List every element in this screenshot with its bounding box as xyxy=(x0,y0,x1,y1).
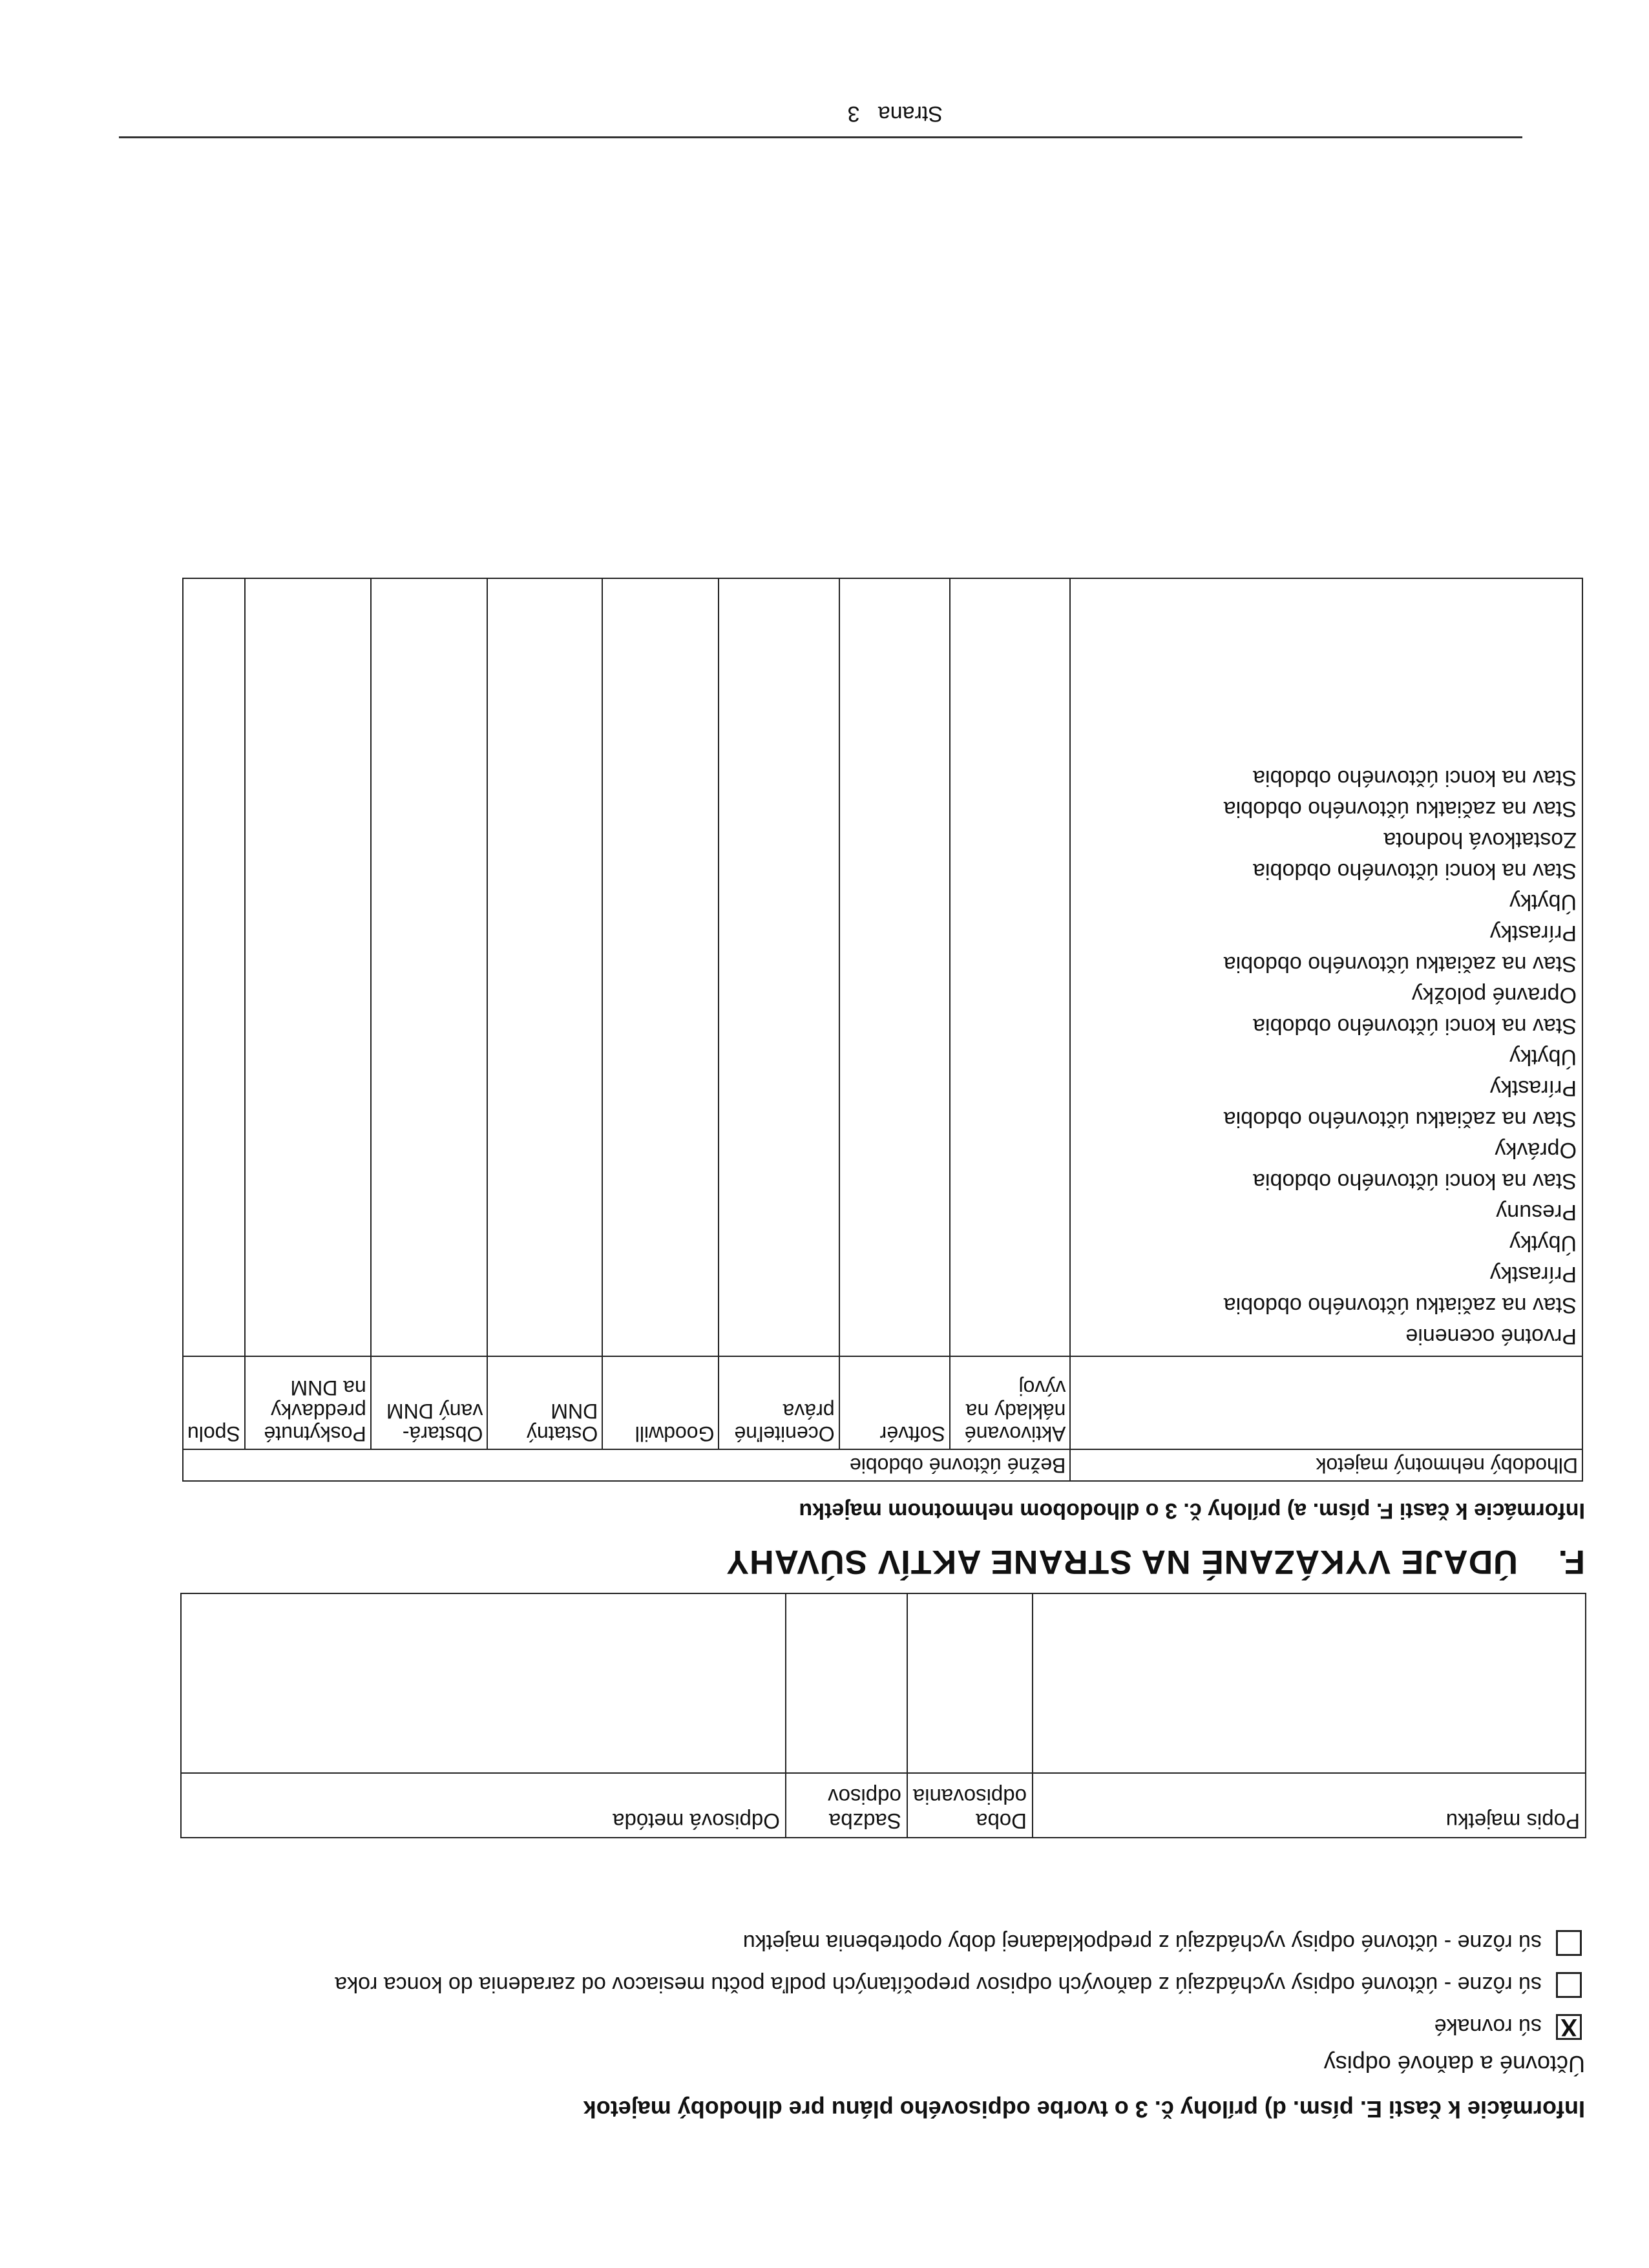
col-depreciation-method: Odpisová metóda xyxy=(181,1773,786,1838)
col-total: Spolu xyxy=(183,1356,245,1449)
option-same-label: sú rovnaké xyxy=(1434,2014,1542,2039)
footer-rule xyxy=(119,136,1522,138)
row-label: Úbytky xyxy=(1509,889,1577,914)
page-label: Strana xyxy=(877,101,943,126)
row-label: Stav na konci účtovného obdobia xyxy=(1253,1168,1577,1193)
section-f-title: F. ÚDAJE VYKÁZANÉ NA STRANE AKTÍV SÚVAHY xyxy=(726,1543,1585,1580)
col-depreciation-period: Doba odpisovania xyxy=(907,1773,1033,1838)
row-label: Stav na začiatku účtovného obdobia xyxy=(1223,796,1577,821)
table-cell xyxy=(950,578,1070,1356)
section-f-subheading: Informácie k časti F. písm. a) prílohy č. 3 o dlhodobom nehmotnom majetku xyxy=(799,1498,1585,1523)
row-label: Prvotné ocenenie xyxy=(1405,1323,1577,1349)
option-wear-checkbox[interactable] xyxy=(1556,1930,1582,1956)
col-acquired-intangibles: Obstará- vaný DNM xyxy=(371,1356,488,1449)
page-number: 3 xyxy=(847,101,860,126)
col-software: Softvér xyxy=(839,1356,950,1449)
period-label: Bežné účtovné obdobie xyxy=(183,1449,1070,1481)
table-cell xyxy=(786,1593,907,1773)
row-label: Prírastky xyxy=(1489,1261,1577,1286)
section-e-subheading: Účtovné a daňové odpisy xyxy=(1323,2051,1585,2077)
option-monthly-checkbox[interactable] xyxy=(1556,1972,1582,1998)
row-label: Stav na konci účtovného obdobia xyxy=(1253,1013,1577,1038)
row-label: Stav na konci účtovného obdobia xyxy=(1253,858,1577,883)
row-label: Presuny xyxy=(1496,1199,1577,1224)
option-wear-label: sú rôzne - účtovné odpisy vychádzajú z predpokladanej doby opotrebenia majetku xyxy=(742,1930,1542,1955)
row-label: Opravné položky xyxy=(1411,982,1577,1007)
section-e-heading: Informácie k časti E. písm. d) prílohy č. 3 o tvorbe odpisového plánu pre dlhodobý majetok xyxy=(583,2096,1585,2123)
page-footer xyxy=(848,101,943,126)
depreciation-plan-table xyxy=(180,1593,1586,1838)
row-label-list xyxy=(1076,762,1577,1352)
row-label: Stav na začiatku účtovného obdobia xyxy=(1223,1106,1577,1131)
row-label: Stav na konci účtovného obdobia xyxy=(1253,765,1577,790)
table-cell xyxy=(183,578,245,1356)
table-cell xyxy=(245,578,371,1356)
col-valuable-rights: Oceniteľné práva xyxy=(719,1356,839,1449)
corner-label: Dlhodobý nehmotný majetok xyxy=(1070,1449,1582,1481)
col-depreciation-rate: Sadzba odpisov xyxy=(786,1773,907,1838)
intangible-assets-table xyxy=(182,578,1583,1482)
row-label: Zostatková hodnota xyxy=(1383,827,1577,852)
col-goodwill: Goodwill xyxy=(602,1356,719,1449)
table-cell xyxy=(181,1593,786,1773)
col-asset-description: Popis majetku xyxy=(1033,1773,1586,1838)
header-spacer xyxy=(1070,1356,1582,1449)
row-label: Prírastky xyxy=(1489,1075,1577,1100)
row-labels-cell xyxy=(1070,578,1582,1356)
row-label: Prírastky xyxy=(1489,920,1577,945)
col-other-intangibles: Ostatný DNM xyxy=(487,1356,602,1449)
row-label: Oprávky xyxy=(1495,1137,1577,1162)
row-label: Stav na začiatku účtovného obdobia xyxy=(1223,1292,1577,1318)
table-cell xyxy=(602,578,719,1356)
table-cell xyxy=(1033,1593,1586,1773)
table-cell xyxy=(371,578,488,1356)
table-cell xyxy=(839,578,950,1356)
row-label: Stav na začiatku účtovného obdobia xyxy=(1223,951,1577,976)
table-cell xyxy=(719,578,839,1356)
col-development-costs: Aktivované náklady na vývoj xyxy=(950,1356,1070,1449)
table-cell xyxy=(487,578,602,1356)
option-monthly-label: sú rôzne - účtovné odpisy vychádzajú z daňových odpisov prepočítaných podľa počtu mesiacov od zaradenia do konca roka xyxy=(335,1972,1542,1997)
option-same-checkbox[interactable]: X xyxy=(1556,2014,1582,2040)
col-advances: Poskytnuté preddavky na DNM xyxy=(245,1356,371,1449)
row-label: Úbytky xyxy=(1509,1230,1577,1255)
table-cell xyxy=(907,1593,1033,1773)
row-label: Úbytky xyxy=(1509,1044,1577,1069)
